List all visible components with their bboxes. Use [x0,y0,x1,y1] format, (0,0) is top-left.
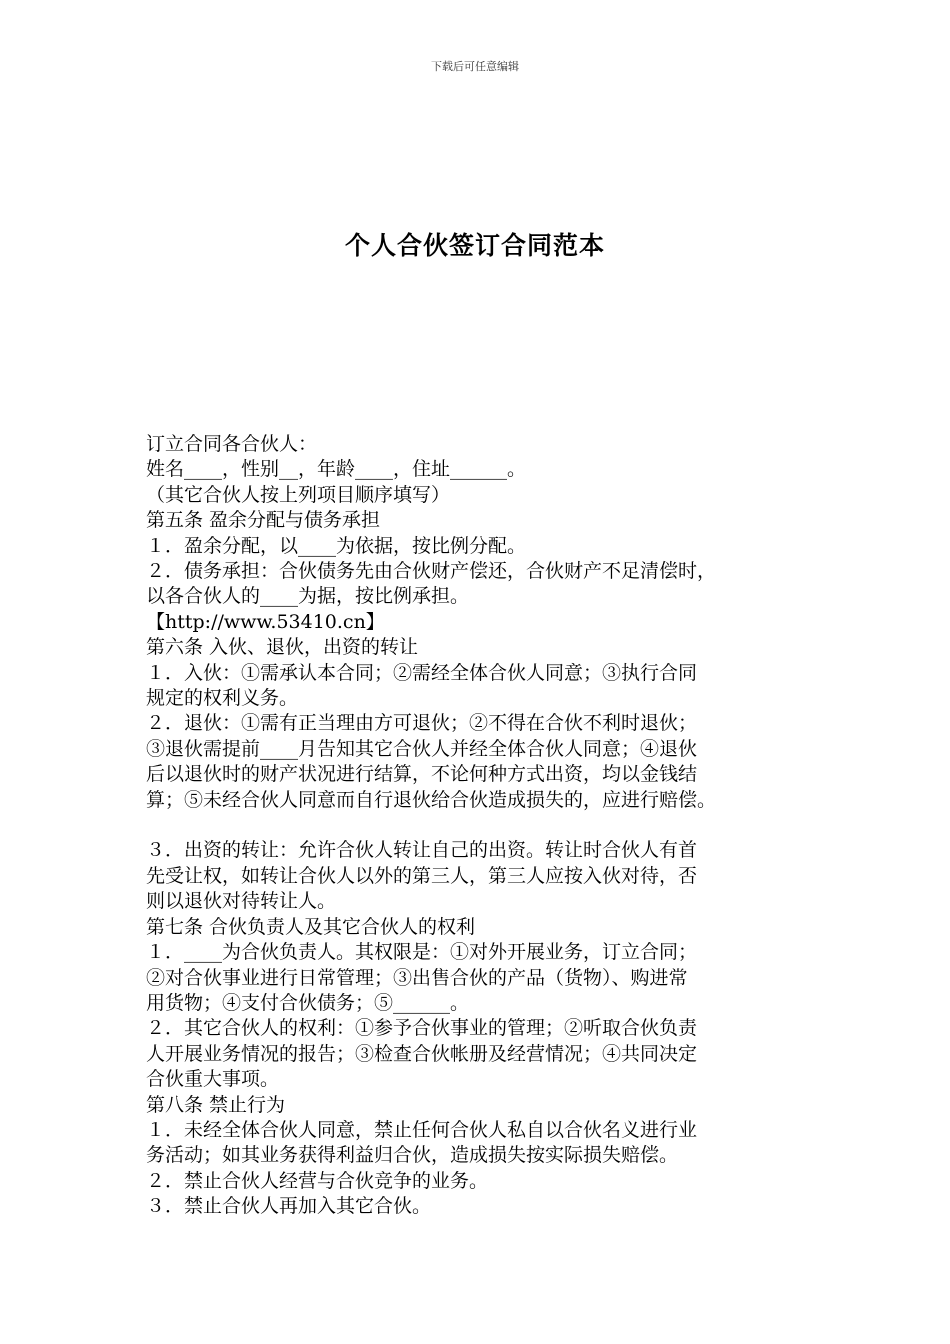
article-7-heading: 第七条 合伙负责人及其它合伙人的权利 [146,915,476,938]
article-7-item-2-cont-1: 人开展业务情况的报告；③检查合伙帐册及经营情况；④共同决定 [146,1042,698,1065]
article-5-heading: 第五条 盈余分配与债务承担 [146,509,381,532]
article-8-item-2: ２．禁止合伙人经营与合伙竞争的业务。 [146,1169,489,1192]
article-8-item-3: ３．禁止合伙人再加入其它合伙。 [146,1195,432,1218]
article-6-item-3-cont-1: 先受让权，如转让合伙人以外的第三人，第三人应按入伙对待，否 [146,864,698,887]
article-5-item-2: ２．债务承担：合伙债务先由合伙财产偿还，合伙财产不足清偿时， [146,560,717,583]
article-5-item-1: １．盈余分配，以____为依据，按比例分配。 [146,534,527,557]
line-party-info: 姓名____，性别__，年龄____，住址______。 [146,458,527,481]
article-7-item-1: １．____为合伙负责人。其权限是：①对外开展业务，订立合同； [146,941,698,964]
article-6-item-1-cont: 规定的权利义务。 [146,687,299,710]
blank-line [146,813,816,838]
article-6-item-2-cont-1: ③退伙需提前____月告知其它合伙人并经全体合伙人同意；④退伙 [146,737,698,760]
line-party-note: （其它合伙人按上列项目顺序填写） [146,483,451,506]
article-6-item-2: ２．退伙：①需有正当理由方可退伙；②不得在合伙不利时退伙； [146,712,698,735]
source-url: 【http://www.53410.cn】 [146,610,385,633]
article-7-item-2-cont-2: 合伙重大事项。 [146,1068,280,1091]
article-8-item-1-cont: 务活动；如其业务获得利益归合伙，造成损失按实际损失赔偿。 [146,1144,679,1167]
article-6-heading: 第六条 入伙、退伙，出资的转让 [146,636,419,659]
article-7-item-2: ２．其它合伙人的权利：①参予合伙事业的管理；②听取合伙负责 [146,1017,698,1040]
page-title: 个人合伙签订合同范本 [344,231,605,260]
article-8-heading: 第八条 禁止行为 [146,1093,286,1116]
article-8-item-1: １．未经全体合伙人同意，禁止任何合伙人私自以合伙名义进行业 [146,1118,698,1141]
article-6-item-2-cont-3: 算；⑤未经合伙人同意而自行退伙给合伙造成损失的，应进行赔偿。 [146,788,717,811]
article-6-item-3: ３．出资的转让：允许合伙人转让自己的出资。转让时合伙人有首 [146,839,698,862]
header-note: 下载后可任意编辑 [431,60,519,73]
article-6-item-1: １．入伙：①需承认本合同；②需经全体合伙人同意；③执行合同 [146,661,698,684]
article-6-item-3-cont-2: 则以退伙对待转让人。 [146,890,337,913]
document-body [146,432,816,1220]
article-7-item-1-cont-1: ②对合伙事业进行日常管理；③出售合伙的产品（货物）、购进常 [146,966,688,989]
article-6-item-2-cont-2: 后以退伙时的财产状况进行结算，不论何种方式出资，均以金钱结 [146,763,698,786]
article-7-item-1-cont-2: 用货物；④支付合伙债务；⑤______。 [146,991,470,1014]
article-5-item-2-cont: 以各合伙人的____为据，按比例承担。 [146,585,470,608]
line-parties-heading: 订立合同各合伙人： [146,433,318,455]
